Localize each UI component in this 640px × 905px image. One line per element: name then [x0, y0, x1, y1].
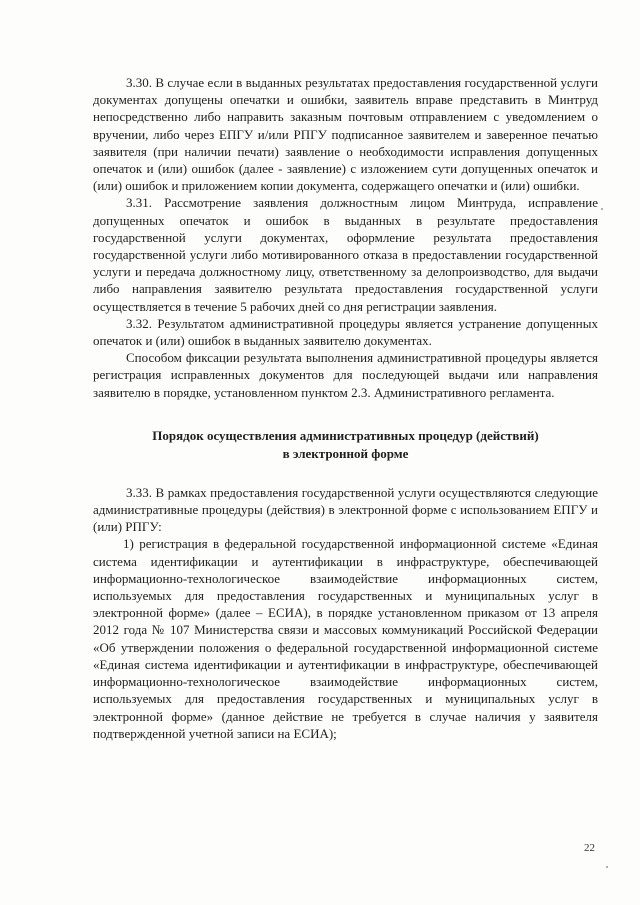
paragraph-3-30: 3.30. В случае если в выданных результатах предоставления государственной услуги документах допущены опечатки и ошибки, заявитель вправе представить в Минтруд непосредственно либо направить заказным почтовым отправлением с уведомлением о вручении, либо через ЕПГУ и/или РПГУ подписанное заявителем и заверенное печатью заявителя (при наличии печати) заявление о необходимости исправления допущенных опечаток и (или) ошибок (далее - заявление) с изложением сути допущенных опечаток и (или) ошибок и приложением копии документа, содержащего опечатки и (или) ошибки.	[93, 75, 598, 194]
paragraph-3-33: 3.33. В рамках предоставления государственной услуги осуществляются следующие административные процедуры (действия) в электронной форме с использованием ЕПГУ и (или) РПГУ:	[93, 484, 598, 535]
scan-speck	[601, 208, 603, 210]
paragraph-3-32: 3.32. Результатом административной процедуры является устранение допущенных опечаток и (или) ошибок в выданных заявителю документах.	[93, 315, 598, 349]
section-heading	[93, 427, 598, 463]
paragraph-fixation: Способом фиксации результата выполнения административной процедуры является регистрация исправленных документов для последующей выдачи или направления заявителю в порядке, установленном пунктом 2.3. Административного регламента.	[93, 350, 598, 400]
scan-speck	[606, 866, 608, 868]
paragraph-3-31: 3.31. Рассмотрение заявления должностным лицом Минтруда, исправление допущенных опечаток и ошибок в выданных в результате предоставления государственной услуги документах, оформление результата предоставления государственной услуги либо мотивированного отказа в предоставлении государственной услуги и передача должностному лицу, ответственному за делопроизводство, для выдачи либо направления заявителю результата предоставления государственной услуги осуществляется в течение 5 рабочих дней со дня регистрации заявления.	[93, 195, 598, 314]
section-heading-line-1: Порядок осуществления административных процедур (действий)	[152, 427, 539, 443]
document-body	[93, 74, 598, 742]
list-item-1: 1) регистрация в федеральной государственной информационной системе «Единая система идентификации и аутентификации в инфраструктуре, обеспечивающей информационно-технологическое взаимодействие информационных систем, используемых для предоставления государственных и муниципальных услуг в электронной форме» (далее – ЕСИА), в порядке установленном приказом от 13 апреля 2012 года № 107 Министерства связи и массовых коммуникаций Российской Федерации «Об утверждении положения о федеральной государственной информационной системе «Единая система идентификации и аутентификации в инфраструктуре, обеспечивающей информационно-технологическое взаимодействие информационных систем, используемых для предоставления государственных и муниципальных услуг в электронной форме» (данное действие не требуется в случае наличия у заявителя подтвержденной учетной записи на ЕСИА);	[93, 536, 598, 741]
page-number: 22	[584, 842, 595, 854]
section-heading-line-2: в электронной форме	[282, 445, 409, 461]
